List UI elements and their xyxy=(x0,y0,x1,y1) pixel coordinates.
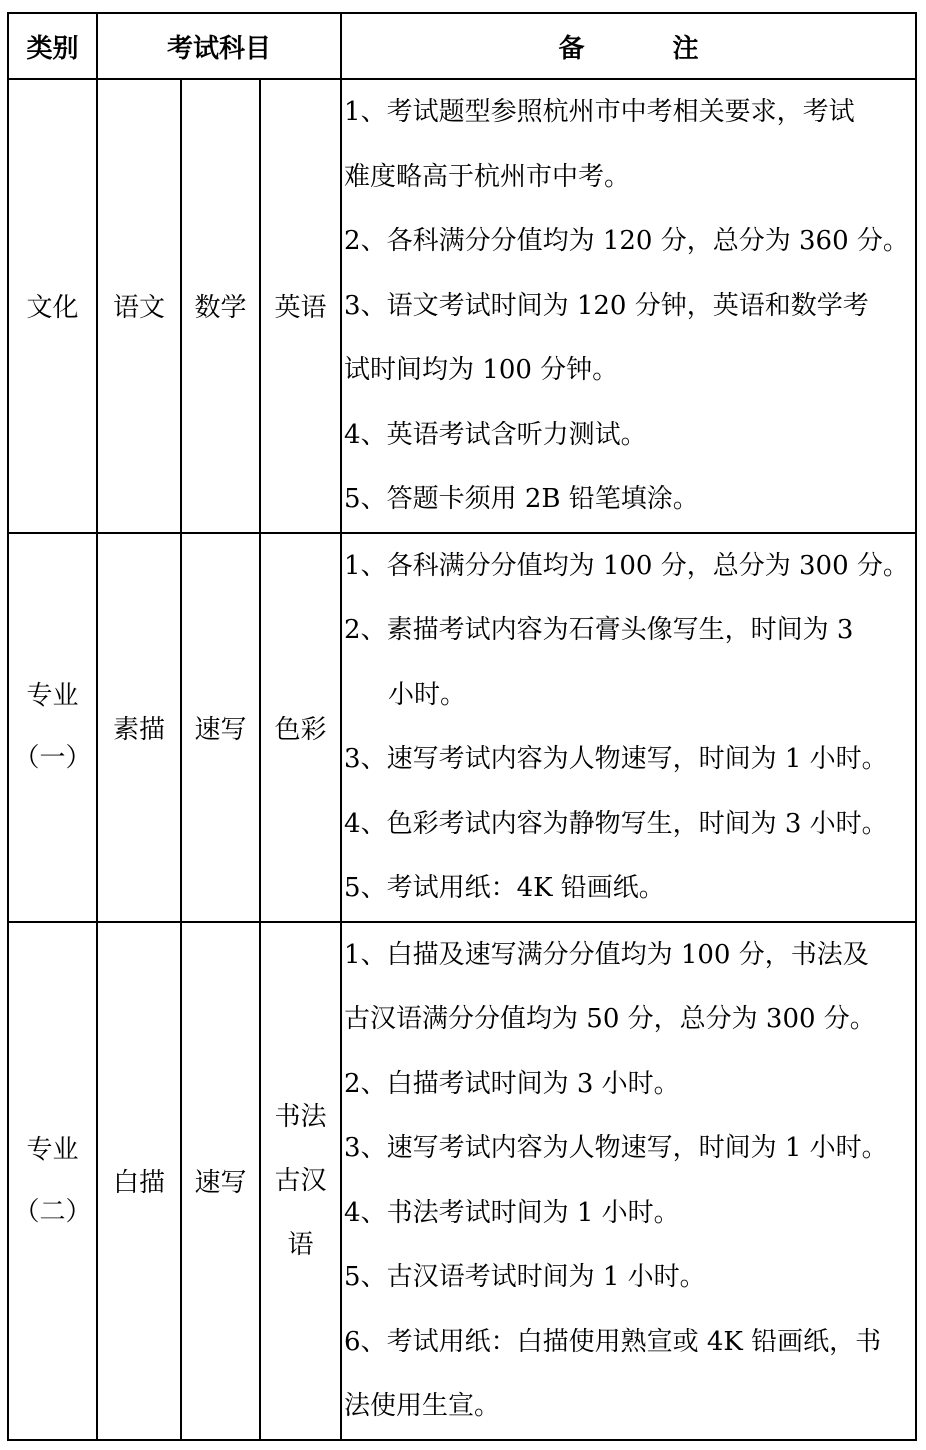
header-notes-char-2: 注 xyxy=(672,33,699,64)
category-line: （二） xyxy=(13,1196,92,1227)
notes-cell xyxy=(341,533,916,922)
note-line: 1、白描及速写满分分值均为 100 分，书法及 xyxy=(344,939,869,970)
notes-cell xyxy=(341,922,916,1440)
header-subjects: 考试科目 xyxy=(97,13,341,79)
category-line: （一） xyxy=(13,743,92,773)
note-line: 4、色彩考试内容为静物写生，时间为 3 小时。 xyxy=(344,808,888,839)
note-line: 5、古汉语考试时间为 1 小时。 xyxy=(344,1262,706,1292)
note-line: 3、语文考试时间为 120 分钟，英语和数学考 xyxy=(344,290,869,321)
subject-cell: 速写 xyxy=(181,922,260,1440)
table-row-culture xyxy=(8,79,916,533)
note-line: 4、书法考试时间为 1 小时。 xyxy=(344,1197,680,1228)
subject-cell: 数学 xyxy=(181,79,260,533)
table-row-major-2 xyxy=(8,922,916,1440)
category-cell: 文化 xyxy=(8,79,97,533)
note-line: 难度略高于杭州市中考。 xyxy=(344,161,631,192)
note-line: 古汉语满分分值均为 50 分，总分为 300 分。 xyxy=(344,1004,876,1034)
note-line: 2、素描考试内容为石膏头像写生，时间为 3 xyxy=(344,615,854,645)
note-line: 3、速写考试内容为人物速写，时间为 1 小时。 xyxy=(344,744,888,774)
subject-cell: 白描 xyxy=(97,922,181,1440)
header-notes-char-1: 备 xyxy=(558,33,585,64)
subject-cell: 语文 xyxy=(97,79,181,533)
table-row-major-1 xyxy=(8,533,916,922)
note-line: 1、考试题型参照杭州市中考相关要求，考试 xyxy=(344,97,855,127)
subject-cell xyxy=(260,922,341,1440)
note-line: 试时间均为 100 分钟。 xyxy=(344,355,619,385)
category-cell xyxy=(8,922,97,1440)
note-line: 法使用生宣。 xyxy=(344,1391,501,1421)
exam-subjects-table xyxy=(7,12,917,1441)
note-line: 6、考试用纸：白描使用熟宣或 4K 铅画纸，书 xyxy=(344,1326,882,1357)
header-category: 类别 xyxy=(8,13,97,79)
subject-cell: 英语 xyxy=(260,79,341,533)
subject-cell: 色彩 xyxy=(260,533,341,922)
note-line: 5、答题卡须用 2B 铅笔填涂。 xyxy=(344,484,699,514)
note-line: 1、各科满分分值均为 100 分，总分为 300 分。 xyxy=(344,550,909,581)
note-line: 2、各科满分分值均为 120 分，总分为 360 分。 xyxy=(344,226,909,256)
subject-line: 语 xyxy=(287,1229,314,1260)
category-cell xyxy=(8,533,97,922)
subject-line: 古汉 xyxy=(274,1165,327,1196)
notes-cell xyxy=(341,79,916,533)
note-line: 4、英语考试含听力测试。 xyxy=(344,419,647,450)
note-line: 小时。 xyxy=(388,679,467,710)
note-line: 5、考试用纸：4K 铅画纸。 xyxy=(344,873,665,903)
note-line: 2、白描考试时间为 3 小时。 xyxy=(344,1068,680,1099)
header-notes xyxy=(341,13,916,79)
subject-cell: 素描 xyxy=(97,533,181,922)
category-line: 专业 xyxy=(26,1134,79,1165)
table-header-row xyxy=(8,13,916,79)
subject-line: 书法 xyxy=(274,1101,327,1132)
note-line: 3、速写考试内容为人物速写，时间为 1 小时。 xyxy=(344,1133,888,1163)
subject-cell: 速写 xyxy=(181,533,260,922)
category-line: 专业 xyxy=(26,681,79,711)
